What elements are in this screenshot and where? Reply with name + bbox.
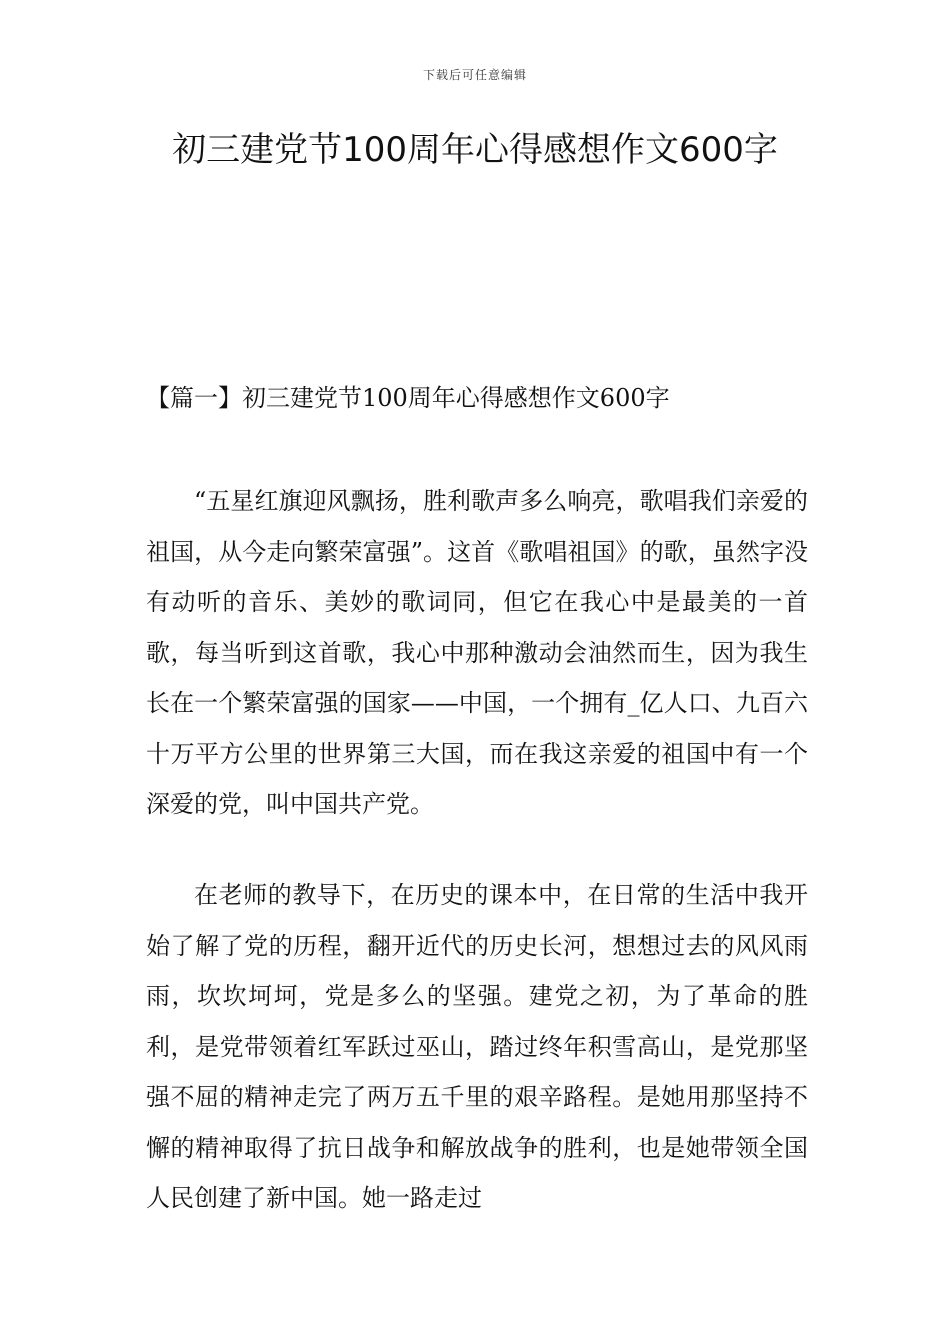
paragraph-2: 在老师的教导下，在历史的课本中，在日常的生活中我开始了解了党的历程，翻开近代的历史长河，想想过去的风风雨雨，坎坎坷坷，党是多么的坚强。建党之初，为了革命的胜利，是党带领着红军跃过巫山，踏过终年积雪高山，是党那坚强不屈的精神走完了两万五千里的艰辛路程。是她用那坚持不懈的精神取得了抗日战争和解放战争的胜利，也是她带领全国人民创建了新中国。她一路走过 (146, 881, 808, 1212)
header-note: 下载后可任意编辑 (422, 68, 527, 82)
paragraph-1: “五星红旗迎风飘扬，胜利歌声多么响亮，歌唱我们亲爱的祖国，从今走向繁荣富强”。这首《歌唱祖国》的歌，虽然字没有动听的音乐、美妙的歌词同，但它在我心中是最美的一首歌，每当听到这首歌，我心中那种激动会油然而生，因为我生长在一个繁荣富强的国家——中国，一个拥有_亿人口、九百六十万平方公里的世界第三大国，而在我这亲爱的祖国中有一个深爱的党，叫中国共产党。 (146, 487, 808, 818)
section-heading: 【篇一】初三建党节100周年心得感想作文600字 (146, 384, 670, 412)
document-title: 初三建党节100周年心得感想作文600字 (172, 130, 778, 170)
